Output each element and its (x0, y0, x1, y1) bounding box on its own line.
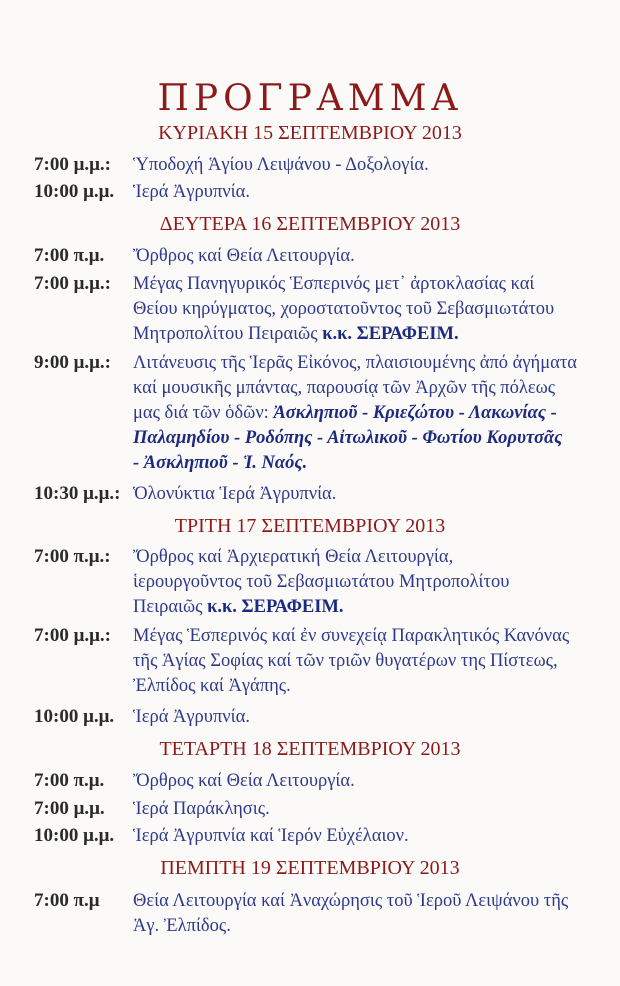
event-line: Ἱερά Παράκλησις. (133, 799, 270, 819)
event-line: Θείου κηρύγματος, χοροστατοῦντος τοῦ Σεβασμιωτάτου (133, 299, 555, 319)
event-time: 10:00 μ.μ. (34, 825, 115, 846)
event-line: Ὄρθρος καί Θεία Λειτουργία. (133, 771, 355, 791)
event-line-text: μας διά τῶν ὁδῶν: (133, 403, 269, 423)
day-heading-sunday: ΚΥΡΙΑΚΗ 15 ΣΕΠΤΕΜΒΡΙΟΥ 2013 (158, 122, 462, 144)
event-line (133, 324, 459, 345)
procession-route: Παλαμηδίου - Ροδόπης - Αἰτωλικοῦ - Φωτίου Κορυτσᾶς (133, 428, 563, 448)
day-heading-monday: ΔΕΥΤΕΡΑ 16 ΣΕΠΤΕΜΒΡΙΟΥ 2013 (159, 213, 461, 235)
event-line: Ὄρθρος καί Ἀρχιερατική Θεία Λειτουργία, (133, 547, 454, 567)
event-line-text: Πειραιῶς (133, 597, 203, 617)
event-line: Ὑποδοχή Ἁγίου Λειψάνου - Δοξολογία. (133, 155, 429, 175)
event-time: 7:00 π.μ. (34, 245, 105, 266)
event-line: καί μουσικῆς μπάντας, παρουσίᾳ τῶν Ἀρχῶν τῆς πόλεως (133, 378, 556, 398)
event-line: Ὄρθρος καί Θεία Λειτουργία. (133, 246, 355, 266)
event-line: Ἱερά Ἀγρυπνία. (133, 182, 250, 202)
event-line: τῆς Ἁγίας Σοφίας καί τῶν τριῶν θυγατέρων της Πίστεως, (133, 651, 558, 671)
event-line-text: Μητροπολίτου Πειραιῶς (133, 324, 318, 344)
event-time: 7:00 π.μ. (34, 770, 105, 791)
event-time: 10:00 μ.μ. (34, 181, 115, 202)
metropolitan-name: κ.κ. ΣΕΡΑΦΕΙΜ. (207, 597, 344, 617)
program-title: ΠΡΟΓΡΑΜΜΑ (157, 78, 463, 119)
event-time: 7:00 μ.μ.: (34, 625, 111, 646)
event-line: Μέγας Ἑσπερινός καί ἐν συνεχείᾳ Παρακλητικός Κανόνας (133, 626, 570, 646)
event-line: Λιτάνευσις τῆς Ἱερᾶς Εἰκόνος, πλαισιουμένης ἀπό ἀγήματα (133, 353, 577, 373)
event-time: 7:00 π.μ (34, 890, 100, 911)
day-heading-wednesday: ΤΕΤΑΡΤΗ 18 ΣΕΠΤΕΜΒΡΙΟΥ 2013 (159, 738, 461, 760)
event-time: 10:00 μ.μ. (34, 706, 115, 727)
day-heading-thursday: ΠΕΜΠΤΗ 19 ΣΕΠΤΕΜΒΡΙΟΥ 2013 (160, 857, 460, 879)
event-line: Ἱερά Ἀγρυπνία καί Ἱερόν Εὐχέλαιον. (133, 826, 409, 846)
event-line: Ἐλπίδος καί Ἀγάπης. (133, 676, 291, 696)
event-line (133, 403, 557, 424)
event-time: 10:30 μ.μ.: (34, 483, 121, 504)
event-line: Ὁλονύκτια Ἱερά Ἀγρυπνία. (133, 484, 337, 504)
event-line (133, 597, 344, 618)
metropolitan-name: κ.κ. ΣΕΡΑΦΕΙΜ. (322, 324, 459, 344)
event-line: Ἁγ. Ἐλπίδος. (133, 916, 231, 936)
event-line: Ἱερά Ἀγρυπνία. (133, 707, 250, 727)
day-heading-tuesday: ΤΡΙΤΗ 17 ΣΕΠΤΕΜΒΡΙΟΥ 2013 (174, 515, 446, 537)
event-time: 9:00 μ.μ.: (34, 352, 111, 373)
event-time: 7:00 μ.μ. (34, 798, 105, 819)
event-time: 7:00 μ.μ.: (34, 273, 111, 294)
procession-route: - Ἀσκληπιοῦ - Ἱ. Ναός. (133, 453, 308, 473)
event-time: 7:00 μ.μ.: (34, 154, 111, 175)
event-time: 7:00 π.μ.: (34, 546, 111, 567)
event-line: ἱερουργοῦντος τοῦ Σεβασμιωτάτου Μητροπολίτου (133, 572, 510, 592)
event-line: Μέγας Πανηγυρικός Ἑσπερινός μετ᾽ ἀρτοκλασίας καί (133, 274, 535, 294)
event-line: Θεία Λειτουργία καί Ἀναχώρησις τοῦ Ἱεροῦ Λειψάνου τῆς (133, 891, 569, 911)
procession-route: Ἀσκληπιοῦ - Κριεζώτου - Λακωνίας - (273, 403, 557, 423)
